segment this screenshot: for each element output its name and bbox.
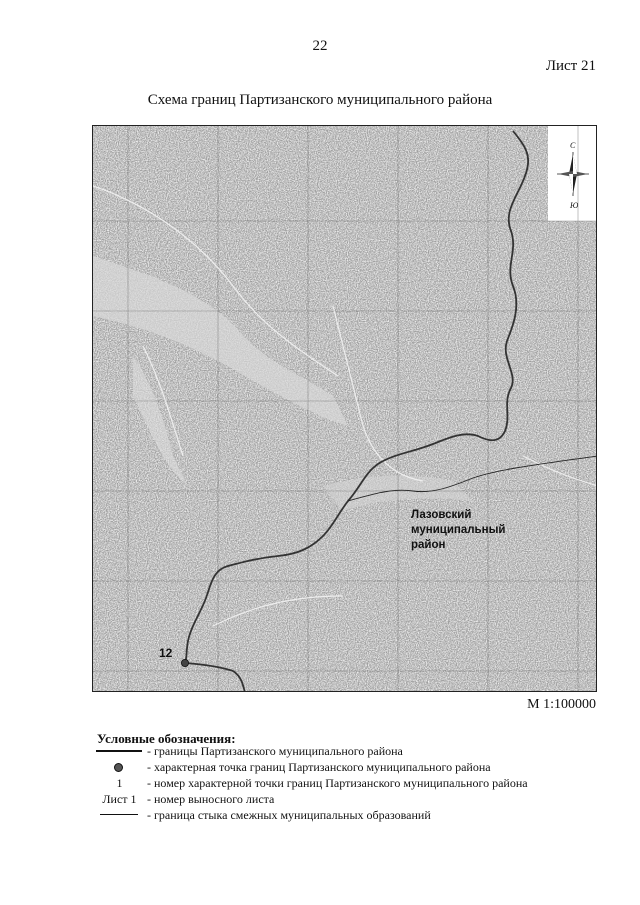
dot-symbol <box>92 759 147 775</box>
thick-line-symbol <box>92 743 147 759</box>
map-title: Схема границ Партизанского муниципального района <box>147 92 493 108</box>
region-label-line3: район <box>411 539 446 551</box>
region-label-line1: Лазовский <box>411 509 472 521</box>
region-label-line2: муниципальный <box>411 524 506 536</box>
legend-item-text: - границы Партизанского муниципального района <box>147 744 403 758</box>
compass-north-label: С <box>570 141 576 150</box>
scale-label: М 1:100000 <box>527 697 596 712</box>
legend-item-text: - граница стыка смежных муниципальных образований <box>147 808 431 822</box>
sheet-label: Лист 21 <box>545 58 596 74</box>
topographic-map <box>93 126 597 692</box>
number-symbol: 1 <box>116 776 123 790</box>
legend-item-text: - номер характерной точки границ Партизанского муниципального района <box>147 776 528 790</box>
point-number-label: 12 <box>159 646 173 660</box>
boundary-point-12[interactable] <box>181 659 188 666</box>
sheet-symbol: Лист 1 <box>102 792 137 806</box>
page-number: 22 <box>312 38 328 54</box>
legend-item-text: - характерная точка границ Партизанского муниципального района <box>147 760 491 774</box>
map-frame <box>92 125 597 692</box>
legend-title: Условные обозначения: <box>97 731 236 746</box>
thin-line-symbol <box>92 807 147 823</box>
compass-south-label: Ю <box>570 201 579 210</box>
legend-item-text: - номер выносного листа <box>147 792 275 806</box>
